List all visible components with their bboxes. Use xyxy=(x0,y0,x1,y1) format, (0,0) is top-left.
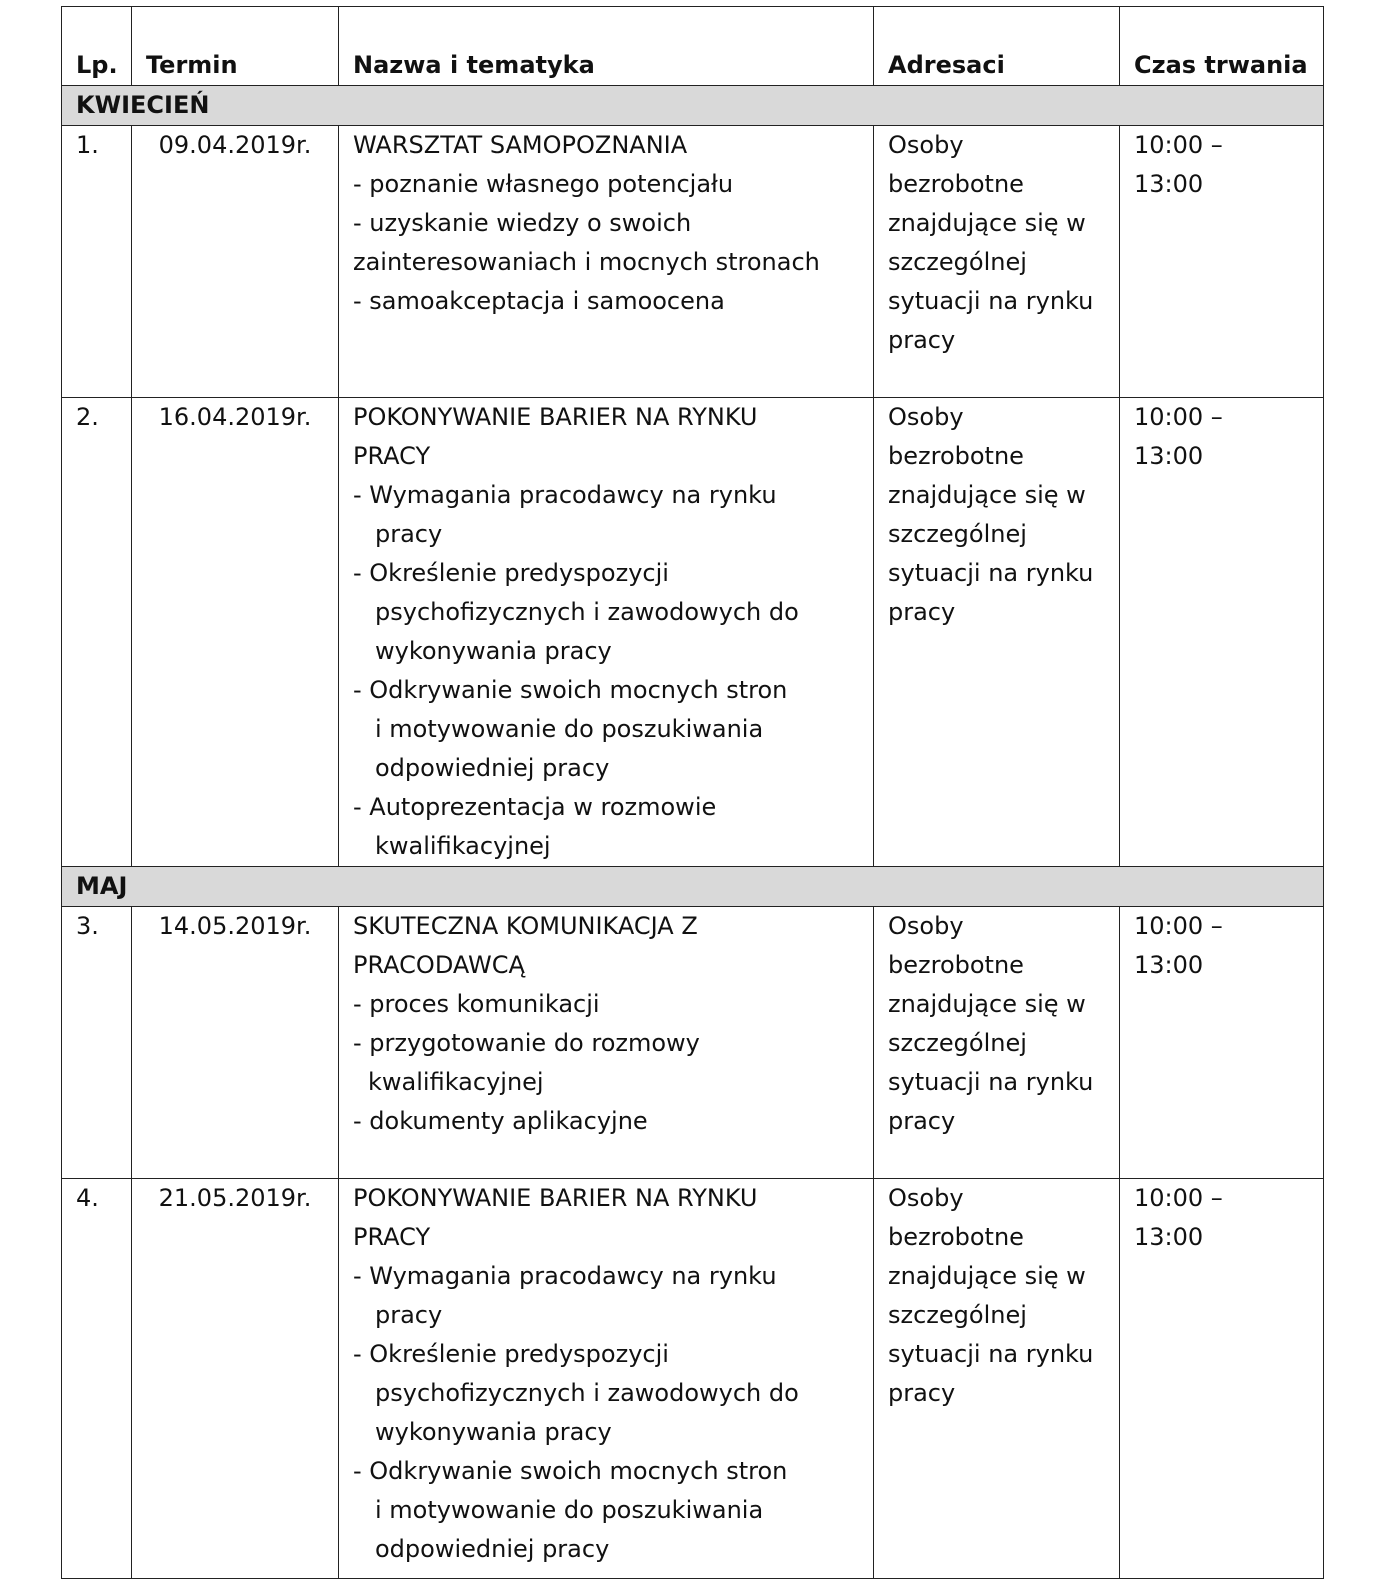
topic-line: psychofizycznych i zawodowych do xyxy=(375,1379,799,1407)
topic-line: - uzyskanie wiedzy o swoich xyxy=(353,209,692,237)
topic-line: zainteresowaniach i mocnych stronach xyxy=(353,248,820,276)
addr-line: znajdujące się w xyxy=(888,209,1086,237)
topic-line: - Odkrywanie swoich mocnych stron xyxy=(353,676,788,704)
addr-line: znajdujące się w xyxy=(888,990,1086,1018)
topic-line: - Określenie predyspozycji xyxy=(353,1340,669,1368)
row-date: 09.04.2019r. xyxy=(132,126,339,398)
addr-line: Osoby xyxy=(888,912,964,940)
topic-line: kwalifikacyjnej xyxy=(368,1068,544,1096)
time-line: 10:00 – xyxy=(1134,403,1223,431)
topic-line: - Wymagania pracodawcy na rynku xyxy=(353,481,777,509)
row-addressees xyxy=(874,907,1120,1179)
addr-line: Osoby xyxy=(888,1184,964,1212)
addr-line: szczególnej xyxy=(888,248,1027,276)
row-date: 21.05.2019r. xyxy=(132,1179,339,1579)
topic-line: - samoakceptacja i samoocena xyxy=(353,287,725,315)
row-duration xyxy=(1120,126,1324,398)
row-addressees xyxy=(874,398,1120,867)
month-label: MAJ xyxy=(62,867,1324,907)
topic-line: pracy xyxy=(375,1301,443,1329)
topic-title: POKONYWANIE BARIER NA RYNKU xyxy=(353,1184,758,1212)
addr-line: szczególnej xyxy=(888,1029,1027,1057)
time-line: 10:00 – xyxy=(1134,912,1223,940)
row-number: 1. xyxy=(62,126,132,398)
topic-line: i motywowanie do poszukiwania xyxy=(375,715,764,743)
month-row-may xyxy=(62,867,1324,907)
time-line: 10:00 – xyxy=(1134,1184,1223,1212)
table-row xyxy=(62,1179,1324,1579)
table-row xyxy=(62,398,1324,867)
topic-title: SKUTECZNA KOMUNIKACJA Z xyxy=(353,912,698,940)
topic-title: POKONYWANIE BARIER NA RYNKU xyxy=(353,403,758,431)
topic-line: wykonywania pracy xyxy=(375,1418,612,1446)
month-row-april xyxy=(62,86,1324,126)
time-line: 10:00 – xyxy=(1134,131,1223,159)
topic-title: PRACODAWCĄ xyxy=(353,951,525,979)
row-number: 3. xyxy=(62,907,132,1179)
row-topic xyxy=(339,907,874,1179)
header-lp: Lp. xyxy=(62,7,132,86)
addr-line: bezrobotne xyxy=(888,170,1024,198)
addr-line: pracy xyxy=(888,326,956,354)
addr-line: Osoby xyxy=(888,403,964,431)
row-number: 2. xyxy=(62,398,132,867)
row-duration xyxy=(1120,398,1324,867)
row-topic xyxy=(339,126,874,398)
addr-line: szczególnej xyxy=(888,520,1027,548)
row-topic xyxy=(339,398,874,867)
addr-line: sytuacji na rynku xyxy=(888,1068,1094,1096)
header-termin: Termin xyxy=(132,7,339,86)
topic-title: PRACY xyxy=(353,442,431,470)
topic-line: - Wymagania pracodawcy na rynku xyxy=(353,1262,777,1290)
schedule-table xyxy=(61,6,1324,1579)
header-row xyxy=(62,7,1324,86)
header-nazwa: Nazwa i tematyka xyxy=(339,7,874,86)
table-row xyxy=(62,907,1324,1179)
row-addressees xyxy=(874,1179,1120,1579)
addr-line: sytuacji na rynku xyxy=(888,559,1094,587)
row-number: 4. xyxy=(62,1179,132,1579)
table-row xyxy=(62,126,1324,398)
topic-line: - poznanie własnego potencjału xyxy=(353,170,734,198)
time-line: 13:00 xyxy=(1134,1223,1204,1251)
row-duration xyxy=(1120,1179,1324,1579)
addr-line: bezrobotne xyxy=(888,951,1024,979)
addr-line: pracy xyxy=(888,598,956,626)
topic-line: - Autoprezentacja w rozmowie xyxy=(353,793,717,821)
topic-line: - Odkrywanie swoich mocnych stron xyxy=(353,1457,788,1485)
time-line: 13:00 xyxy=(1134,951,1204,979)
addr-line: Osoby xyxy=(888,131,964,159)
topic-line: psychofizycznych i zawodowych do xyxy=(375,598,799,626)
addr-line: sytuacji na rynku xyxy=(888,1340,1094,1368)
row-date: 16.04.2019r. xyxy=(132,398,339,867)
addr-line: pracy xyxy=(888,1379,956,1407)
topic-title: PRACY xyxy=(353,1223,431,1251)
topic-line: - proces komunikacji xyxy=(353,990,600,1018)
addr-line: pracy xyxy=(888,1107,956,1135)
row-topic xyxy=(339,1179,874,1579)
topic-line: wykonywania pracy xyxy=(375,637,612,665)
topic-line: - Określenie predyspozycji xyxy=(353,559,669,587)
topic-line: pracy xyxy=(375,520,443,548)
addr-line: sytuacji na rynku xyxy=(888,287,1094,315)
row-addressees xyxy=(874,126,1120,398)
topic-line: odpowiedniej pracy xyxy=(375,754,610,782)
time-line: 13:00 xyxy=(1134,170,1204,198)
topic-line: odpowiedniej pracy xyxy=(375,1535,610,1563)
topic-line: kwalifikacyjnej xyxy=(375,832,551,860)
addr-line: bezrobotne xyxy=(888,442,1024,470)
month-label: KWIECIEŃ xyxy=(62,86,1324,126)
header-adresaci: Adresaci xyxy=(874,7,1120,86)
addr-line: szczególnej xyxy=(888,1301,1027,1329)
addr-line: znajdujące się w xyxy=(888,1262,1086,1290)
topic-line: i motywowanie do poszukiwania xyxy=(375,1496,764,1524)
row-duration xyxy=(1120,907,1324,1179)
topic-title: WARSZTAT SAMOPOZNANIA xyxy=(353,131,688,159)
addr-line: znajdujące się w xyxy=(888,481,1086,509)
topic-line: - przygotowanie do rozmowy xyxy=(353,1029,700,1057)
addr-line: bezrobotne xyxy=(888,1223,1024,1251)
topic-line: - dokumenty aplikacyjne xyxy=(353,1107,648,1135)
header-czas: Czas trwania xyxy=(1120,7,1324,86)
time-line: 13:00 xyxy=(1134,442,1204,470)
row-date: 14.05.2019r. xyxy=(132,907,339,1179)
